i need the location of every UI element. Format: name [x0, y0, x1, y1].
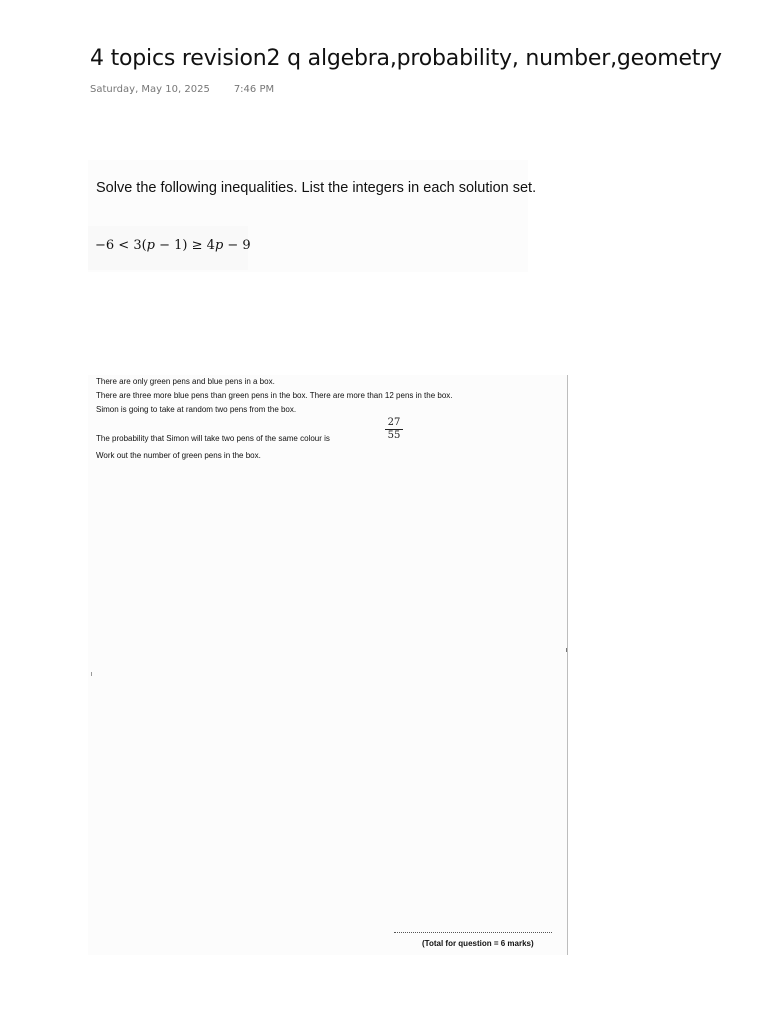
probability-fraction	[385, 417, 403, 442]
inequality-part: − 1) ≥ 4	[155, 238, 215, 253]
inequality-expression	[95, 238, 251, 253]
probability-question-clipping	[88, 375, 568, 955]
note-time: 7:46 PM	[233, 84, 275, 95]
inequality-question-clipping	[88, 160, 537, 272]
question-line: The probability that Simon will take two pens of the same colour is	[96, 434, 330, 443]
note-date: Saturday, May 10, 2025	[90, 84, 210, 95]
fraction-numerator: 27	[385, 417, 403, 430]
fraction-denominator: 55	[387, 430, 401, 441]
question-line: There are only green pens and blue pens in a box.	[96, 377, 275, 386]
question-line: There are three more blue pens than green pens in the box. There are more than 12 pens in the box.	[96, 391, 453, 400]
question-instruction: Solve the following inequalities. List the integers in each solution set.	[96, 180, 537, 196]
total-marks: (Total for question = 6 marks)	[422, 939, 534, 948]
inequality-variable: p	[214, 238, 224, 253]
question-line: Work out the number of green pens in the box.	[96, 451, 261, 460]
margin-mark	[566, 648, 567, 652]
inequality-part: −6 < 3(	[95, 238, 147, 253]
inequality-clipping	[88, 226, 251, 270]
page-title: 4 topics revision2 q algebra,probability, number,geometry	[90, 46, 722, 71]
margin-mark	[91, 672, 92, 676]
answer-line	[394, 932, 552, 933]
question-line: Simon is going to take at random two pens from the box.	[96, 405, 297, 414]
inequality-part: − 9	[223, 238, 251, 253]
inequality-variable: p	[146, 238, 155, 253]
note-meta	[90, 84, 274, 95]
